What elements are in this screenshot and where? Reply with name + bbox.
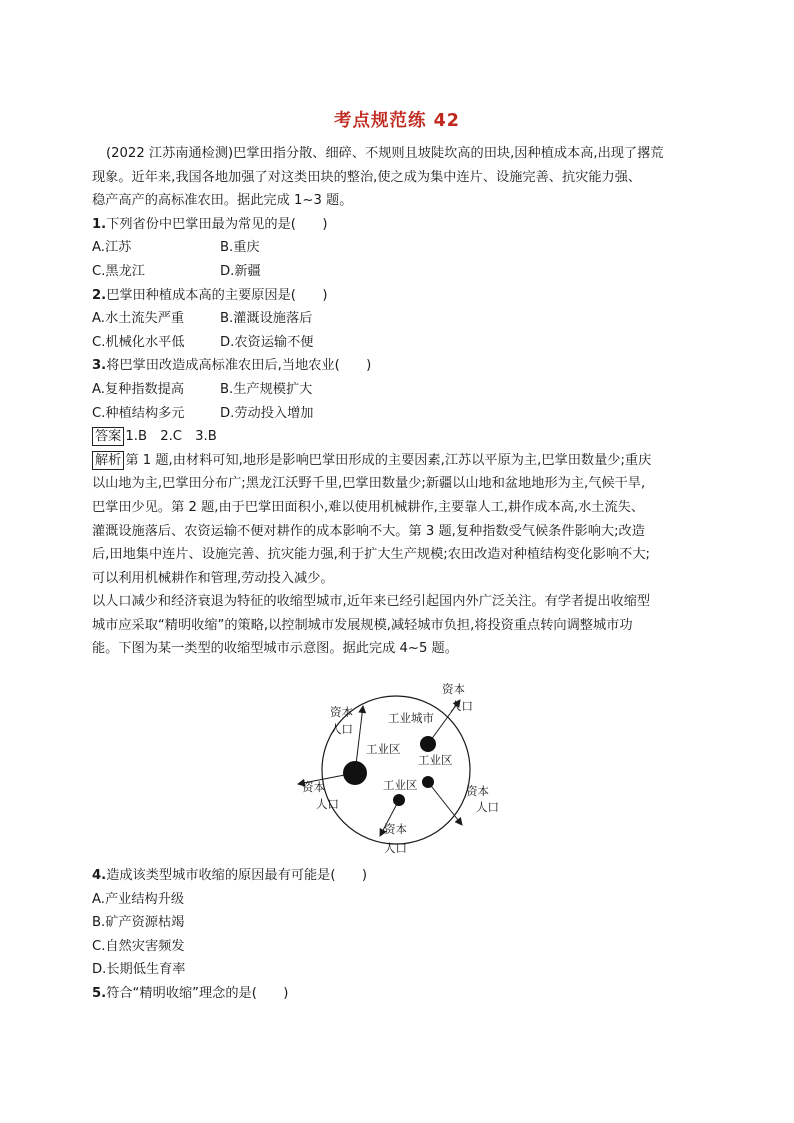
question-3 bbox=[92, 354, 710, 378]
industrial-zone-label: 工业区 bbox=[366, 742, 401, 756]
option-d: D.新疆 bbox=[220, 263, 261, 279]
industrial-zone bbox=[420, 736, 436, 752]
question-number: 5. bbox=[92, 985, 107, 1001]
options-row bbox=[92, 331, 710, 355]
population-label: 人口 bbox=[316, 797, 339, 811]
population-label: 人口 bbox=[476, 800, 499, 814]
option-b: B.生产规模扩大 bbox=[220, 381, 313, 397]
option-c: C.机械化水平低 bbox=[92, 334, 185, 350]
answer-text: 1.B 2.C 3.B bbox=[125, 429, 217, 445]
question-5 bbox=[92, 982, 710, 1006]
population-label: 人口 bbox=[384, 841, 407, 855]
option-c: C.种植结构多元 bbox=[92, 405, 185, 421]
intro-paragraph-1: (2022 江苏南通检测)巴掌田指分散、细碎、不规则且坡陡坎高的田块,因种植成本高,出现了撂荒 bbox=[106, 146, 664, 161]
analysis-line: 以山地为主,巴掌田分布广;黑龙江沃野千里,巴掌田数量少;新疆以山地和盆地地形为主,气候干旱, bbox=[92, 476, 646, 492]
analysis-line: 后,田地集中连片、设施完善、抗灾能力强,利于扩大生产规模;农田改造对种植结构变化影响不大; bbox=[92, 547, 650, 563]
options-row bbox=[92, 236, 710, 260]
analysis-text: 第 1 题,由材料可知,地形是影响巴掌田形成的主要因素,江苏以平原为主,巴掌田数量少;重庆 bbox=[125, 452, 652, 468]
analysis-line: 可以利用机械耕作和管理,劳动投入减少。 bbox=[92, 570, 334, 586]
options-row bbox=[92, 378, 710, 402]
capital-label: 资本 bbox=[330, 705, 353, 719]
option-a: A.复种指数提高 bbox=[92, 381, 185, 397]
industrial-zone-large bbox=[343, 761, 367, 785]
intro-paragraph-2: 以人口减少和经济衰退为特征的收缩型城市,近年来已经引起国内外广泛关注。有学者提出收缩型 bbox=[92, 594, 651, 610]
population-label: 人口 bbox=[450, 699, 473, 713]
page-title: 考点规范练 42 bbox=[334, 111, 460, 131]
analysis-tag: 解析 bbox=[92, 451, 124, 470]
intro-paragraph-2: 城市应采取“精明收缩”的策略,以控制城市发展规模,减轻城市负担,将投资重点转向调整城市功 bbox=[92, 617, 633, 633]
question-text: 将巴掌田改造成高标准农田后,当地农业( ) bbox=[106, 358, 372, 374]
option-a: A.水土流失严重 bbox=[92, 311, 185, 327]
option-d: D.长期低生育率 bbox=[92, 962, 186, 978]
shrinking-city-diagram bbox=[280, 678, 510, 858]
analysis-line: 灌溉设施落后、农资运输不便对耕作的成本影响不大。第 3 题,复种指数受气候条件影响大;改造 bbox=[92, 523, 645, 539]
question-number: 4. bbox=[92, 868, 107, 883]
capital-label: 资本 bbox=[466, 784, 489, 798]
outflow-arrow-southeast bbox=[428, 782, 462, 825]
intro-paragraph-1: 稳产高产的高标准农田。据此完成 1~3 题。 bbox=[92, 193, 353, 209]
question-number: 1. bbox=[92, 216, 107, 232]
answer-tag: 答案 bbox=[92, 427, 124, 446]
capital-label: 资本 bbox=[302, 780, 325, 794]
option-d: D.农资运输不便 bbox=[220, 334, 314, 350]
question-text: 造成该类型城市收缩的原因最有可能是( ) bbox=[106, 868, 368, 883]
option-b: B.灌溉设施落后 bbox=[220, 311, 313, 327]
intro-paragraph-1: 现象。近年来,我国各地加强了对这类田块的整治,使之成为集中连片、设施完善、抗灾能力强、 bbox=[92, 169, 642, 185]
question-content bbox=[92, 142, 710, 661]
industrial-zone-label: 工业区 bbox=[383, 778, 418, 792]
question-text: 下列省份中巴掌田最为常见的是( ) bbox=[106, 216, 328, 232]
question-number: 2. bbox=[92, 287, 107, 303]
option-b: B.矿产资源枯竭 bbox=[92, 915, 185, 931]
capital-label: 资本 bbox=[442, 682, 465, 696]
analysis-line: 巴掌田少见。第 2 题,由于巴掌田面积小,难以使用机械耕作,主要靠人工,耕作成本高,水土流失、 bbox=[92, 499, 645, 515]
options-row bbox=[92, 307, 710, 331]
question-1 bbox=[92, 213, 710, 237]
question-text: 符合“精明收缩”理念的是( ) bbox=[106, 985, 289, 1001]
industrial-zone bbox=[422, 776, 434, 788]
options-row bbox=[92, 260, 710, 284]
option-c: C.黑龙江 bbox=[92, 263, 145, 279]
option-a: A.产业结构升级 bbox=[92, 891, 185, 907]
analysis-line bbox=[92, 449, 710, 473]
option-b: B.重庆 bbox=[220, 240, 260, 256]
option-d: D.劳动投入增加 bbox=[220, 405, 314, 421]
answer-line bbox=[92, 425, 710, 449]
option-c: C.自然灾害频发 bbox=[92, 938, 185, 954]
options-row bbox=[92, 402, 710, 426]
question-4 bbox=[92, 864, 710, 888]
industrial-zone-label: 工业区 bbox=[418, 753, 453, 767]
question-text: 巴掌田种植成本高的主要原因是( ) bbox=[106, 287, 328, 303]
option-a: A.江苏 bbox=[92, 240, 132, 256]
question-number: 3. bbox=[92, 358, 107, 374]
population-label: 人口 bbox=[330, 722, 353, 736]
question-content-lower bbox=[92, 864, 710, 1006]
industrial-city-label: 工业城市 bbox=[388, 711, 434, 725]
intro-paragraph-2: 能。下图为某一类型的收缩型城市示意图。据此完成 4~5 题。 bbox=[92, 641, 458, 657]
industrial-zone bbox=[393, 794, 405, 806]
question-2 bbox=[92, 284, 710, 308]
capital-label: 资本 bbox=[384, 822, 407, 836]
